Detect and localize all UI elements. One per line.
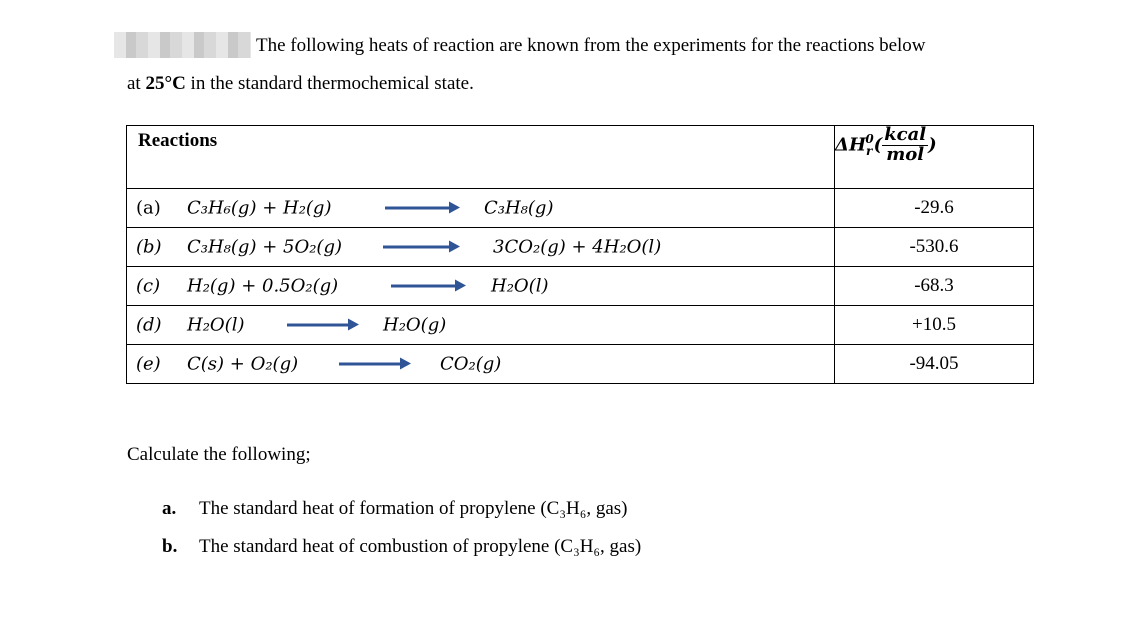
reaction-cell: [127, 228, 835, 267]
intro-line-2: [127, 73, 474, 95]
reactions-table: [126, 125, 1034, 384]
table-row: [127, 345, 1034, 384]
enthalpy-value: -94.05: [835, 345, 1034, 384]
table-row: [127, 189, 1034, 228]
enthalpy-value: -530.6: [835, 228, 1034, 267]
question-item: [162, 498, 627, 520]
intro-line-2-prefix: at: [127, 73, 146, 94]
reaction-cell: [127, 306, 835, 345]
reaction-arrow-icon: [339, 363, 402, 366]
question-text: The standard heat of formation of propylene (C₃H₆, gas): [199, 498, 628, 519]
reaction-arrow-icon: [383, 246, 451, 249]
reaction-label: (c): [136, 275, 161, 297]
products: C₃H₈(g): [484, 197, 554, 219]
reaction-cell: [127, 189, 835, 228]
question-marker: a.: [162, 498, 177, 519]
reaction-label: (e): [136, 353, 161, 375]
table-header-row: [127, 126, 1034, 189]
calc-heading: Calculate the following;: [127, 444, 311, 465]
intro-temperature: 25°C: [145, 73, 186, 94]
question-item: [162, 536, 641, 558]
header-reactions: Reactions: [138, 130, 218, 151]
reactants: C₃H₈(g) + 5O₂(g): [187, 236, 342, 258]
header-delta-h: ΔH: [835, 134, 866, 156]
enthalpy-value: -68.3: [835, 267, 1034, 306]
reactants: C(s) + O₂(g): [187, 353, 299, 375]
reaction-arrow-icon: [385, 207, 451, 210]
reaction-label: (d): [136, 314, 162, 336]
table-row: [127, 267, 1034, 306]
reaction-cell: [127, 345, 835, 384]
header-unit-denominator: mol: [886, 143, 925, 165]
header-enthalpy-unit: $\Delta H_r^0$( $\frac{\text{kcal}}{\text{mol}}$ ): [835, 126, 1034, 189]
reactants: H₂O(l): [187, 314, 245, 336]
intro-line-1: The following heats of reaction are known from the experiments for the reactions below: [256, 35, 926, 56]
question-text: The standard heat of combustion of propylene (C₃H₆, gas): [199, 536, 642, 557]
enthalpy-value: +10.5: [835, 306, 1034, 345]
products: CO₂(g): [440, 353, 502, 375]
enthalpy-value: -29.6: [835, 189, 1034, 228]
header-unit-numerator: kcal: [884, 124, 927, 145]
table-row: [127, 306, 1034, 345]
reactants: H₂(g) + 0.5O₂(g): [187, 275, 339, 297]
header-unit-fraction: [882, 126, 928, 165]
products: H₂O(l): [491, 275, 549, 297]
reaction-label: (b): [136, 236, 162, 258]
redacted-block: [114, 32, 251, 58]
reaction-label: (a): [136, 197, 161, 219]
intro-line-2-suffix: in the standard thermochemical state.: [185, 73, 474, 94]
reactants: C₃H₆(g) + H₂(g): [187, 197, 332, 219]
reaction-arrow-icon: [287, 324, 350, 327]
reaction-cell: [127, 267, 835, 306]
products: 3CO₂(g) + 4H₂O(l): [493, 236, 662, 258]
reaction-arrow-icon: [391, 285, 457, 288]
header-reactions-cell: [127, 126, 835, 189]
table-row: [127, 228, 1034, 267]
products: H₂O(g): [383, 314, 447, 336]
question-marker: b.: [162, 536, 178, 557]
